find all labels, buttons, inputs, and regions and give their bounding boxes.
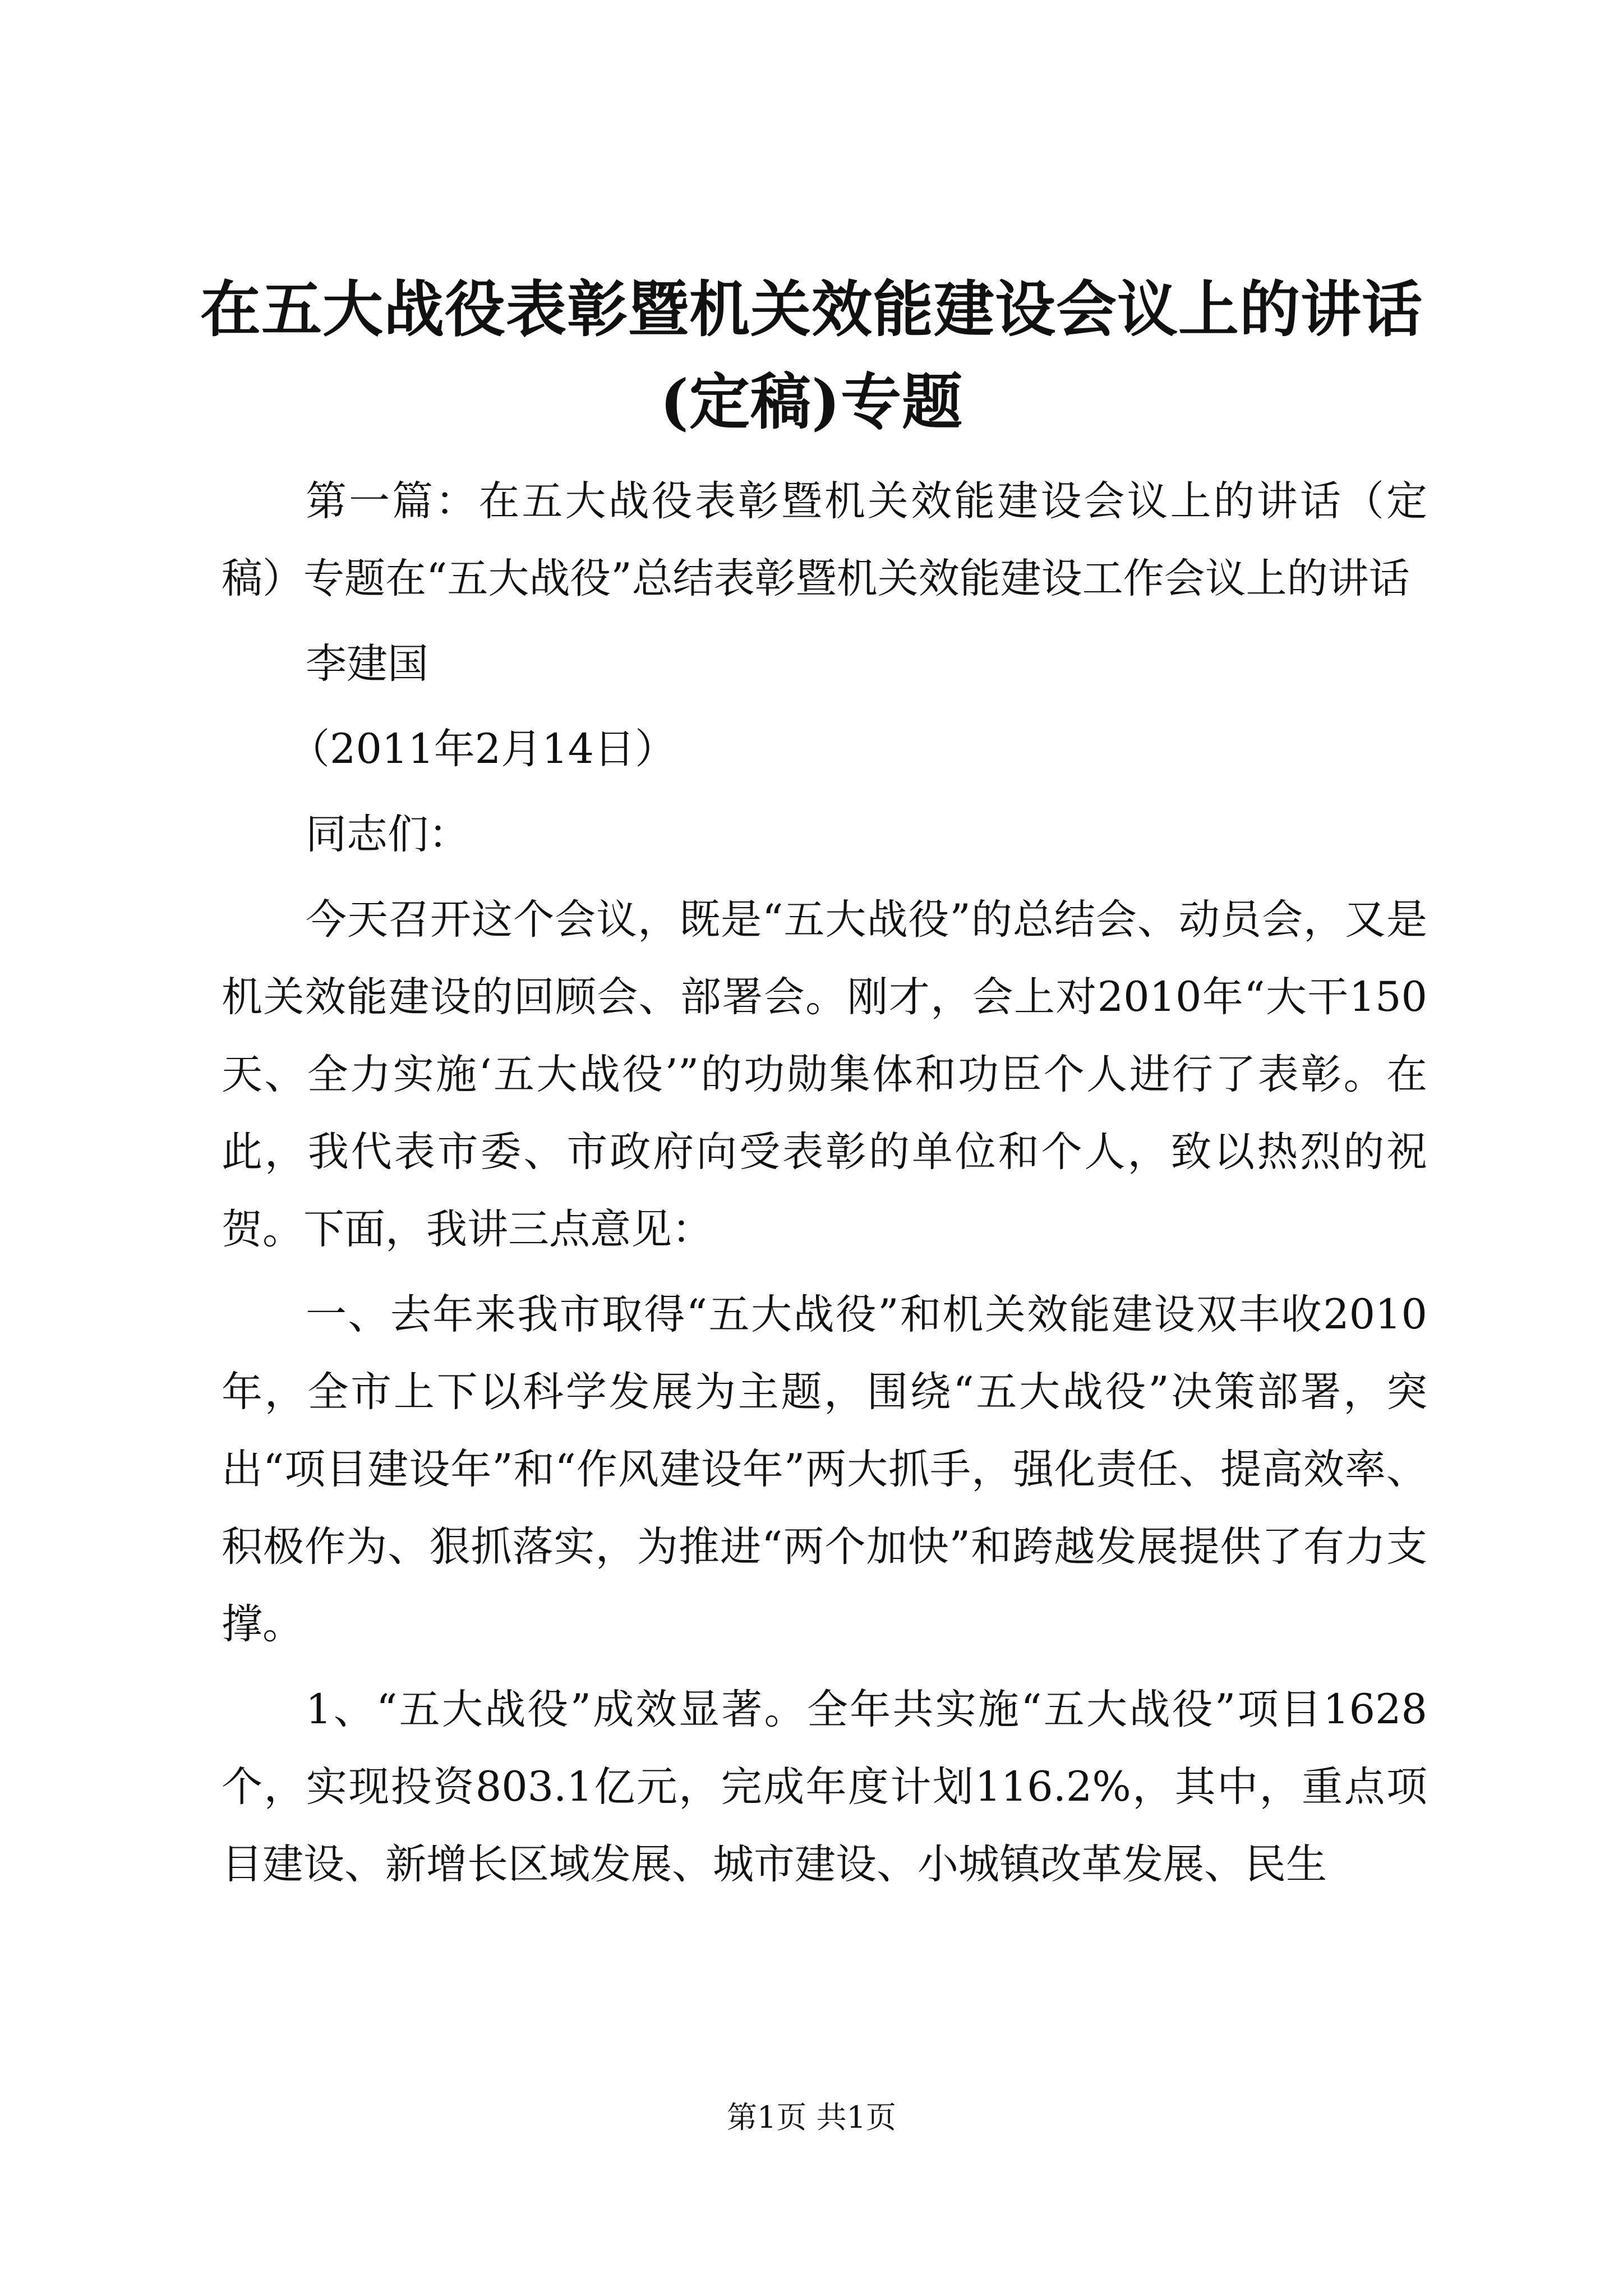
paragraph-heading: 第一篇：在五大战役表彰暨机关效能建设会议上的讲话（定稿）专题在“五大战役”总结表彰暨机关效能建设工作会议上的讲话 [222,477,1427,602]
document-body [222,463,1427,1911]
page-footer: 第1页 共1页 [727,2100,896,2135]
paragraph-author: 李建国 [306,640,428,688]
title-line-2: (定稿)专题 [660,367,963,438]
paragraph-salutation: 同志们： [306,811,469,858]
paragraph-date: （2011年2月14日） [289,725,676,773]
paragraph-body: 今天召开这个会议，既是“五大战役”的总结会、动员会，又是机关效能建设的回顾会、部署会。刚才，会上对2010年“大干150天、全力实施‘五大战役’”的功勋集体和功臣个人进行了表彰。在此，我代表市委、市政府向受表彰的单位和个人，致以热烈的祝贺。下面，我讲三点意见： [222,896,1427,1253]
paragraph-body: 1、“五大战役”成效显著。全年共实施“五大战役”项目1628个，实现投资803.1亿元，完成年度计划116.2%，其中，重点项目建设、新增长区域发展、城市建设、小城镇改革发展、民生 [222,1686,1427,1888]
paragraph-body: 一、去年来我市取得“五大战役”和机关效能建设双丰收2010年，全市上下以科学发展为主题，围绕“五大战役”决策部署，突出“项目建设年”和“作风建设年”两大抓手，强化责任、提高效率、积极作为、狠抓落实，为推进“两个加快”和跨越发展提供了有力支撑。 [222,1291,1427,1648]
title-line-1: 在五大战役表彰暨机关效能建设会议上的讲话 [200,274,1423,345]
document-title [185,264,1438,449]
